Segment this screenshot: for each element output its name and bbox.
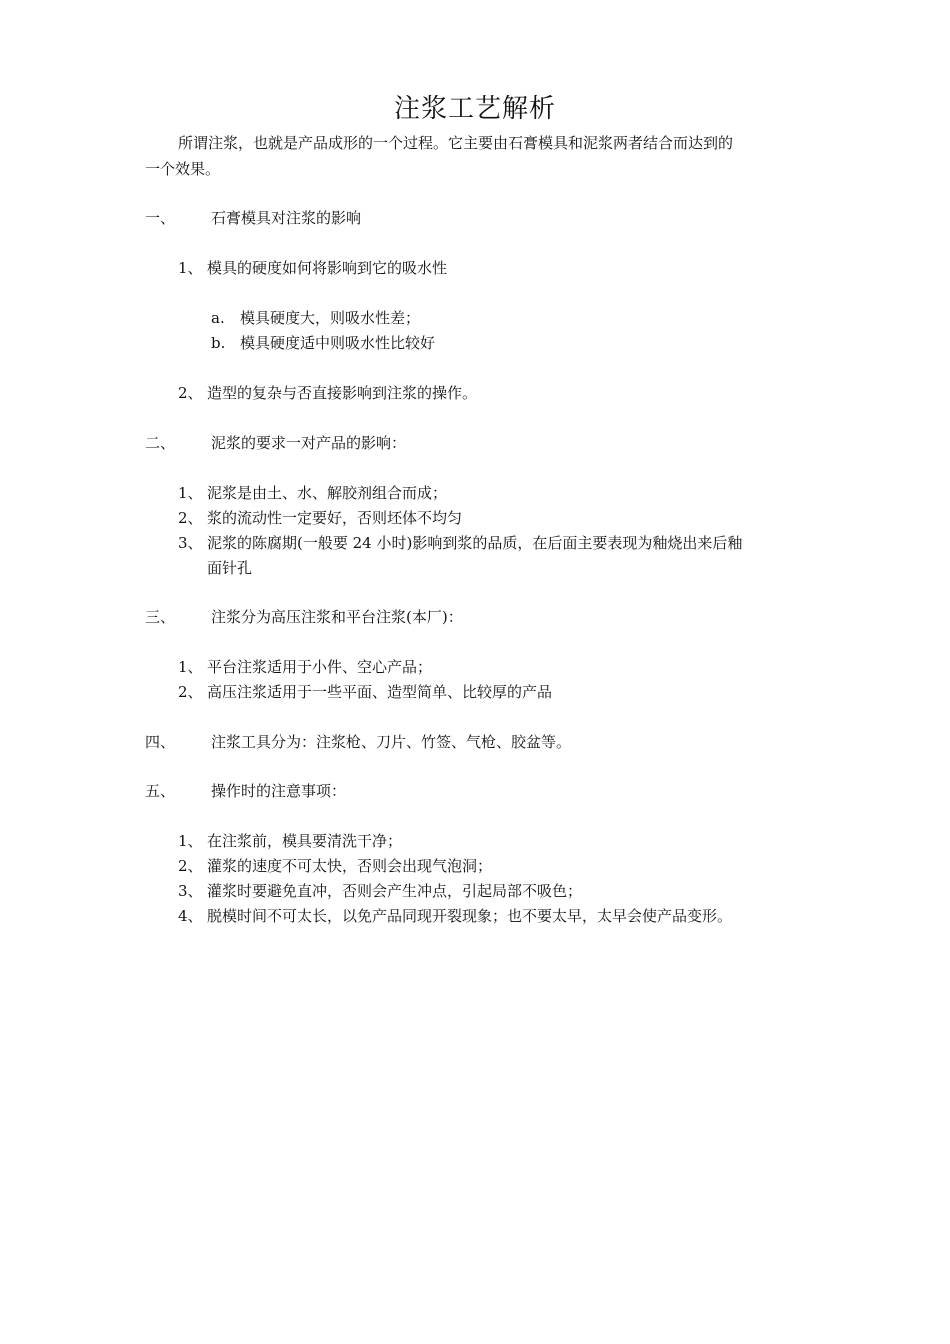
section-3-item-2-text: 高压注浆适用于一些平面、造型简单、比较厚的产品: [207, 683, 553, 701]
section-1-title: 石膏模具对注浆的影响: [211, 209, 362, 227]
section-2-item-1-number: 1、: [178, 484, 203, 502]
section-2-item-3-number: 3、: [178, 534, 203, 552]
section-2-item-3-text: 泥浆的陈腐期(一般要 24 小时)影响到浆的品质，在后面主要表现为釉烧出来后釉: [207, 534, 743, 552]
section-1-item-2-number: 2、: [178, 384, 203, 402]
section-3-title: 注浆分为高压注浆和平台注浆(本厂)：: [211, 608, 463, 626]
intro-line-2: 一个效果。: [145, 160, 221, 178]
section-5-item-2-number: 2、: [178, 857, 203, 875]
section-3-item-1-text: 平台注浆适用于小件、空心产品；: [207, 658, 433, 676]
section-2-item-1-text: 泥浆是由土、水、解胶剂组合而成；: [207, 484, 448, 502]
section-1-subitem-a-number: a.: [211, 309, 225, 327]
section-1-subitem-a-text: 模具硬度大，则吸水性差；: [240, 309, 421, 327]
section-2-title: 泥浆的要求一对产品的影响：: [211, 434, 407, 452]
intro-line-1: 所谓注浆，也就是产品成形的一个过程。它主要由石膏模具和泥浆两者结合而达到的: [178, 134, 734, 152]
section-2-item-3-continuation: 面针孔: [207, 559, 253, 577]
section-2-number: 二、: [145, 434, 176, 452]
section-5-item-1-number: 1、: [178, 832, 203, 850]
section-1-item-1-text: 模具的硬度如何将影响到它的吸水性: [207, 259, 448, 277]
section-4-number: 四、: [145, 733, 176, 751]
section-1-item-2-text: 造型的复杂与否直接影响到注浆的操作。: [207, 384, 478, 402]
section-3-item-2-number: 2、: [178, 683, 203, 701]
section-5-item-4-number: 4、: [178, 907, 203, 925]
section-5-item-4-text: 脱模时间不可太长，以免产品同现开裂现象；也不要太早，太早会使产品变形。: [207, 907, 733, 925]
section-1-subitem-b-text: 模具硬度适中则吸水性比较好: [240, 334, 436, 352]
section-5-item-2-text: 灌浆的速度不可太快，否则会出现气泡洞；: [207, 857, 493, 875]
section-4-title: 注浆工具分为：注浆枪、刀片、竹签、气枪、胶盆等。: [211, 733, 572, 751]
section-5-item-1-text: 在注浆前，模具要清洗干净；: [207, 832, 403, 850]
section-3-number: 三、: [145, 608, 176, 626]
section-1-number: 一、: [145, 209, 176, 227]
section-5-item-3-number: 3、: [178, 882, 203, 900]
section-5-number: 五、: [145, 782, 176, 800]
section-2-item-2-text: 浆的流动性一定要好，否则坯体不均匀: [207, 509, 463, 527]
document-title: 注浆工艺解析: [393, 94, 556, 124]
section-1-item-1-number: 1、: [178, 259, 203, 277]
section-5-title: 操作时的注意事项：: [211, 782, 347, 800]
section-3-item-1-number: 1、: [178, 658, 203, 676]
section-5-item-3-text: 灌浆时要避免直冲，否则会产生冲点，引起局部不吸色；: [207, 882, 583, 900]
section-1-subitem-b-number: b.: [211, 334, 226, 352]
section-2-item-2-number: 2、: [178, 509, 203, 527]
